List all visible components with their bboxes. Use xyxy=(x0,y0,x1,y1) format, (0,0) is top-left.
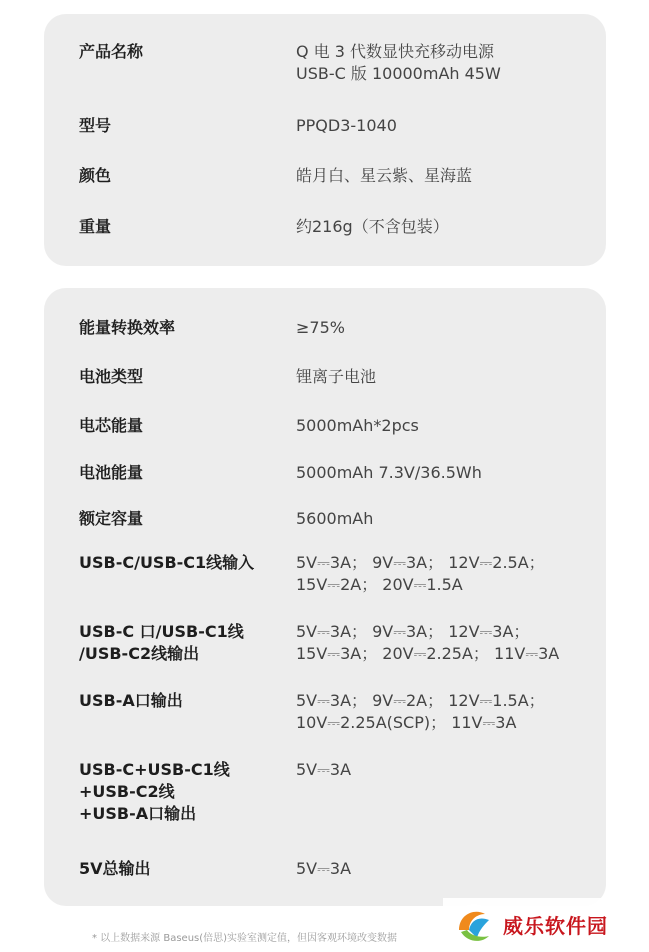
spec-value: PPQD3-1040 xyxy=(296,116,397,135)
spec-label: 型号 xyxy=(79,116,112,135)
spec-label: USB-C/USB-C1线输入 xyxy=(79,553,255,572)
spec-value: ≥75% xyxy=(296,318,345,337)
data-source-footnote: * 以上数据来源 Baseus(倍思)实验室测定值，但因客观环境改变数据 xyxy=(92,933,398,944)
spec-value: 锂离子电池 xyxy=(296,367,377,386)
power-spec-card xyxy=(44,288,606,906)
spec-label: USB-C 口/USB-C1线 /USB-C2线输出 xyxy=(79,622,244,663)
spec-label: 颜色 xyxy=(79,166,112,185)
watermark-logo-icon xyxy=(449,900,499,950)
spec-value: 5600mAh xyxy=(296,509,374,528)
spec-label: USB-A口输出 xyxy=(79,691,183,710)
spec-label: USB-C+USB-C1线 +USB-C2线 +USB-A口输出 xyxy=(79,760,230,823)
spec-value: 5V⎓3A； 9V⎓3A； 12V⎓2.5A； 15V⎓2A； 20V⎓1.5A xyxy=(296,553,545,594)
spec-label: 电芯能量 xyxy=(79,416,144,435)
spec-value: Q 电 3 代数显快充移动电源 USB-C 版 10000mAh 45W xyxy=(296,42,501,83)
spec-label: 额定容量 xyxy=(79,509,144,528)
spec-value: 5V⎓3A xyxy=(296,760,352,779)
spec-label: 电池能量 xyxy=(79,463,144,482)
spec-value: 5V⎓3A； 9V⎓3A； 12V⎓3A； 15V⎓3A； 20V⎓2.25A； 11V⎓3A xyxy=(296,622,560,663)
spec-label: 5V总输出 xyxy=(79,859,151,878)
spec-value: 5V⎓3A； 9V⎓2A； 12V⎓1.5A； 10V⎓2.25A(SCP)； 11V⎓3A xyxy=(296,691,545,732)
watermark-text: 威乐软件园 xyxy=(503,914,608,938)
spec-value: 皓月白、星云紫、星海蓝 xyxy=(296,166,473,185)
spec-value: 5V⎓3A xyxy=(296,859,352,878)
spec-label: 能量转换效率 xyxy=(79,318,176,337)
spec-value: 约216g（不含包装） xyxy=(296,217,449,236)
watermark xyxy=(443,898,643,950)
spec-value: 5000mAh 7.3V/36.5Wh xyxy=(296,463,482,482)
spec-label: 重量 xyxy=(79,217,112,236)
spec-label: 电池类型 xyxy=(79,367,144,386)
basic-spec-card xyxy=(44,14,606,266)
spec-label: 产品名称 xyxy=(79,42,144,61)
spec-value: 5000mAh*2pcs xyxy=(296,416,419,435)
